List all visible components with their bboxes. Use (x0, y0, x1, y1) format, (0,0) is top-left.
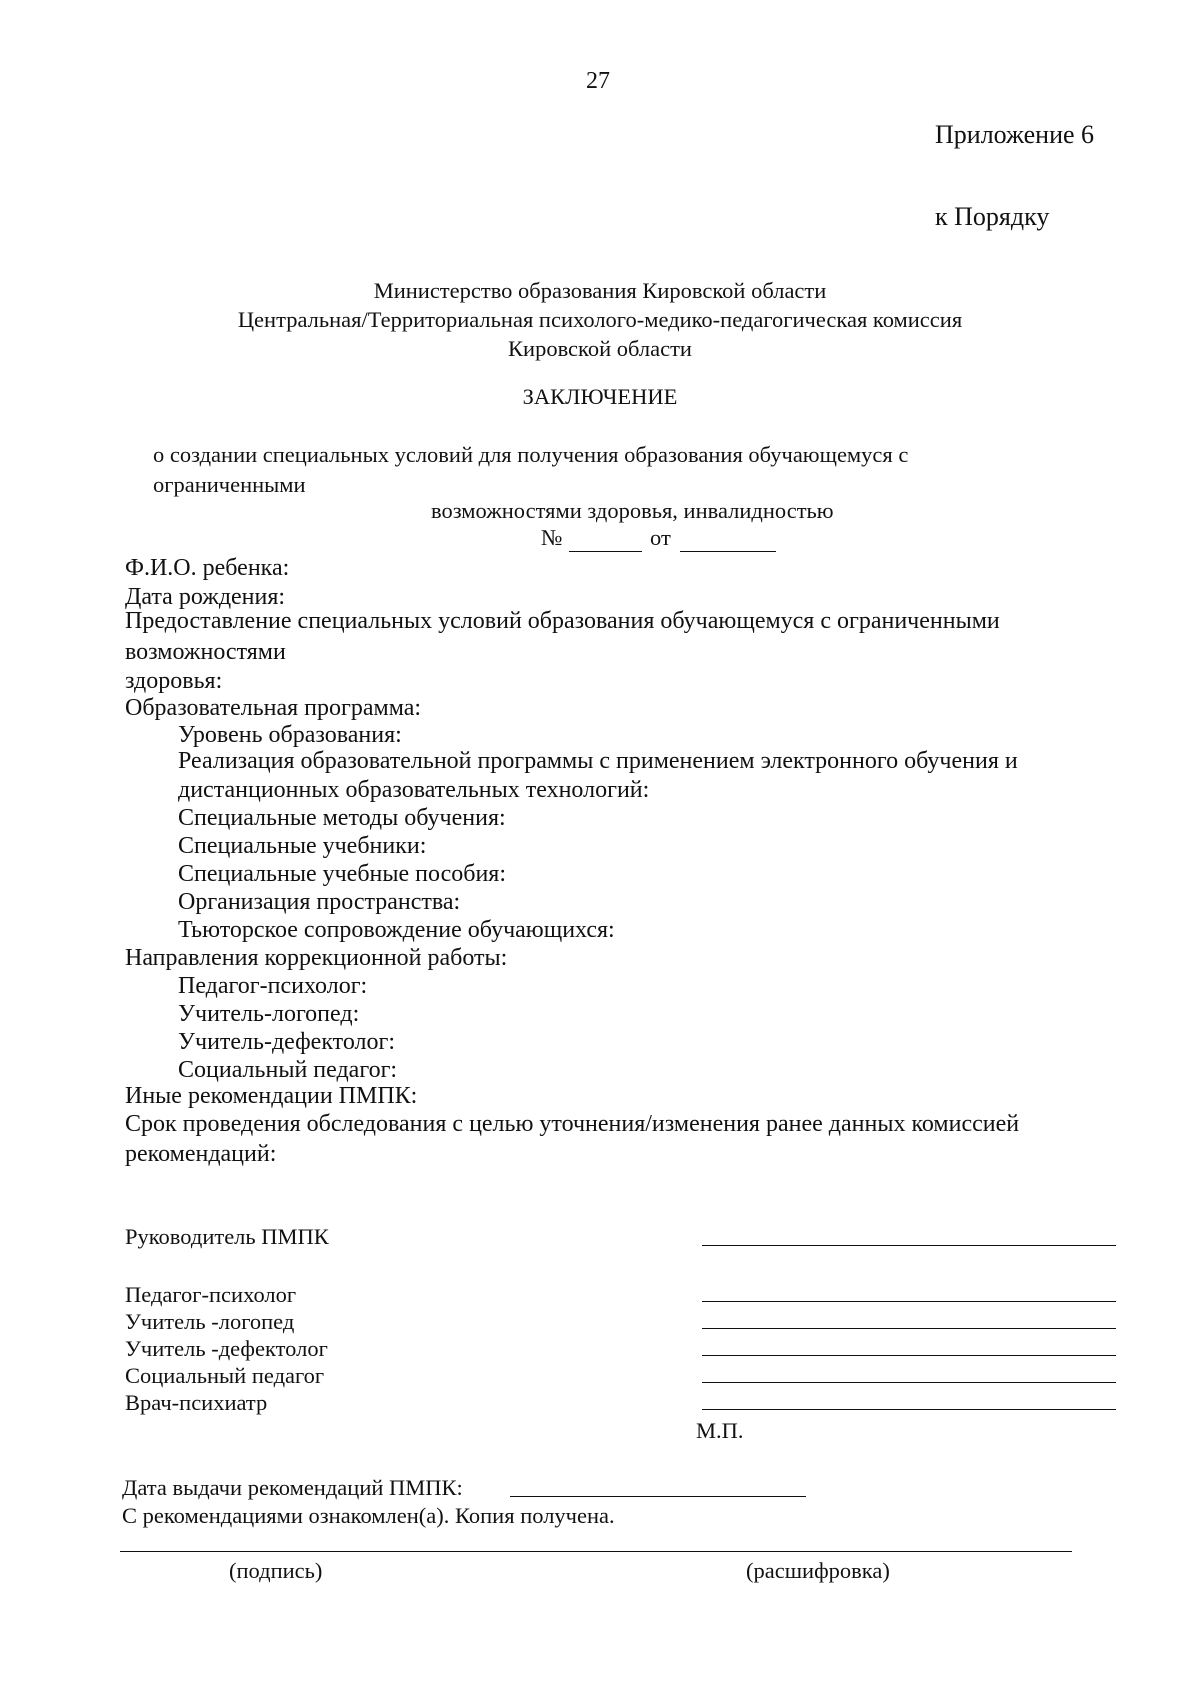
acknowledged-text: С рекомендациями ознакомлен(а). Копия получена. (122, 1503, 615, 1528)
ministry-name: Министерство образования Кировской области (373, 278, 827, 303)
issue-date-line (510, 1496, 806, 1497)
signature-psychiatrist-line (702, 1409, 1116, 1410)
field-space: Организация пространства: (178, 889, 461, 915)
field-term-line-2: рекомендаций: (125, 1141, 277, 1167)
subject-line-2: ограниченными (153, 472, 306, 497)
field-provision-line-1: Предоставление специальных условий образования обучающемуся с ограниченными (125, 608, 1000, 634)
field-program: Образовательная программа: (125, 695, 422, 721)
field-term-line-1: Срок проведения обследования с целью уточнения/изменения ранее данных комиссией (125, 1111, 1020, 1137)
appendix-reference: к Порядку (935, 202, 1050, 231)
field-provision-line-2: возможностями (125, 639, 286, 665)
signature-psychologist-label: Педагог-психолог (125, 1282, 297, 1307)
field-elearning-line-2: дистанционных образовательных технологий: (178, 777, 650, 803)
field-textbooks: Специальные учебники: (178, 833, 427, 859)
field-methods: Специальные методы обучения: (178, 805, 506, 831)
signature-social-teacher-line (702, 1382, 1116, 1383)
field-other-recommendations: Иные рекомендации ПМПК: (125, 1083, 418, 1109)
signature-psychologist-line (702, 1301, 1116, 1302)
commission-name: Центральная/Территориальная психолого-медико-педагогическая комиссия (237, 307, 963, 332)
appendix-number: Приложение 6 (935, 120, 1095, 149)
document-title: ЗАКЛЮЧЕНИЕ (522, 384, 678, 409)
decoding-caption: (расшифровка) (746, 1558, 890, 1583)
field-correction: Направления коррекционной работы: (125, 945, 508, 971)
field-provision-line-3: здоровья: (125, 668, 223, 694)
signature-caption: (подпись) (229, 1558, 323, 1583)
field-elearning-line-1: Реализация образовательной программы с применением электронного обучения и (178, 748, 1018, 774)
date-label: от (650, 525, 671, 550)
signature-speech-therapist-label: Учитель -логопед (125, 1309, 295, 1334)
field-birth-date: Дата рождения: (125, 584, 286, 610)
seal-label: М.П. (696, 1418, 744, 1443)
signature-psychiatrist-label: Врач-психиатр (125, 1390, 268, 1415)
acknowledgement-signature-line (120, 1551, 1072, 1552)
signature-speech-therapist-line (702, 1328, 1116, 1329)
field-social-teacher: Социальный педагог: (178, 1057, 398, 1083)
subject-line-3: возможностями здоровья, инвалидностью (431, 498, 834, 523)
subject-line-1: о создании специальных условий для получения образования обучающемуся с (153, 442, 909, 467)
signature-social-teacher-label: Социальный педагог (125, 1363, 325, 1388)
field-manuals: Специальные учебные пособия: (178, 861, 507, 887)
field-psychologist: Педагог-психолог: (178, 973, 368, 999)
field-speech-therapist: Учитель-логопед: (178, 1001, 360, 1027)
issue-date-label: Дата выдачи рекомендаций ПМПК: (122, 1475, 463, 1500)
number-blank-line (569, 551, 642, 552)
number-label: № (541, 525, 563, 550)
date-blank-line (680, 551, 776, 552)
signature-defectologist-label: Учитель -дефектолог (125, 1336, 328, 1361)
signature-head-line (702, 1245, 1116, 1246)
page-number: 27 (586, 68, 610, 94)
field-defectologist: Учитель-дефектолог: (178, 1029, 396, 1055)
region-name: Кировской области (508, 336, 692, 361)
field-child-name: Ф.И.О. ребенка: (125, 555, 290, 581)
signature-defectologist-line (702, 1355, 1116, 1356)
field-tutor: Тьюторское сопровождение обучающихся: (178, 917, 615, 943)
signature-head-label: Руководитель ПМПК (125, 1224, 329, 1249)
field-education-level: Уровень образования: (178, 722, 402, 748)
